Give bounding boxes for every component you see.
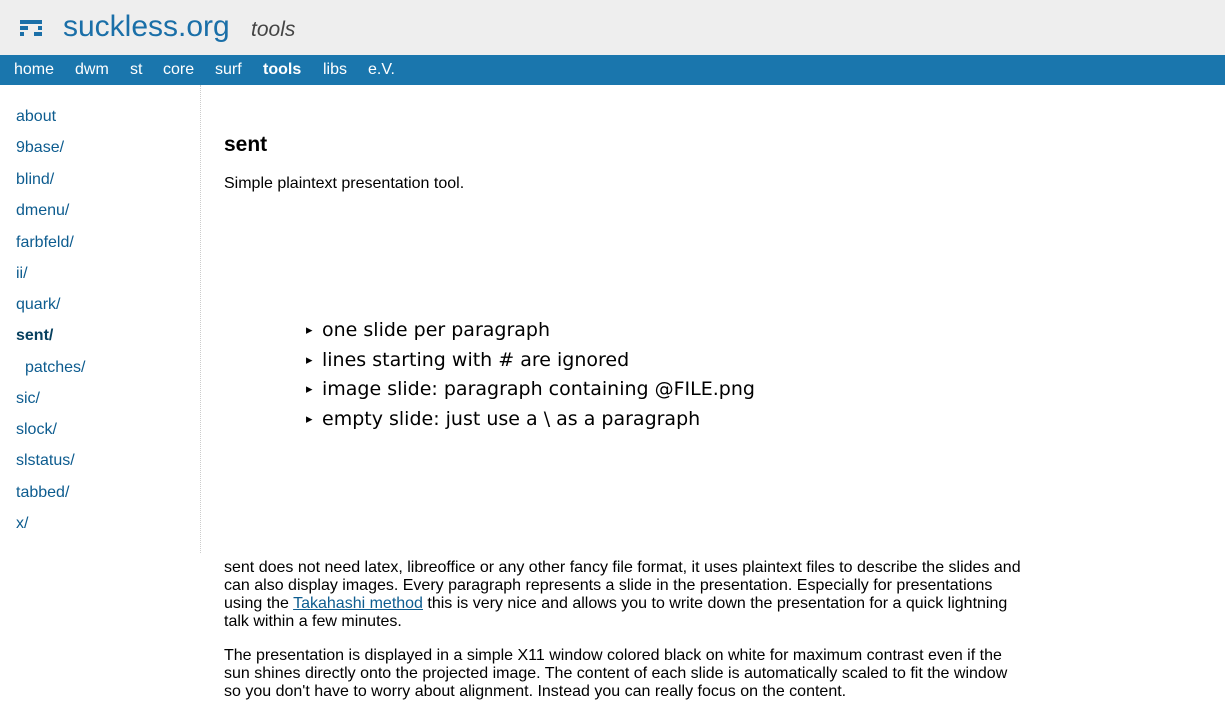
sidebar-item-sent[interactable]: sent/ — [16, 327, 54, 344]
sidebar-item-farbfeld[interactable]: farbfeld/ — [16, 234, 74, 251]
page-tagline: Simple plaintext presentation tool. — [224, 175, 465, 192]
top-menu — [0, 55, 1225, 85]
slide-line — [306, 375, 755, 405]
sidebar — [0, 85, 201, 553]
menu-item-surf[interactable]: surf — [215, 61, 242, 78]
sidebar-item-ii[interactable]: ii/ — [16, 265, 28, 282]
menu-item-ev[interactable]: e.V. — [368, 61, 395, 78]
description-paragraph-1 — [224, 559, 1024, 631]
menu-item-tools[interactable]: tools — [263, 61, 302, 78]
sidebar-item-tabbed[interactable]: tabbed/ — [16, 484, 70, 501]
header — [0, 0, 1225, 55]
slide-line — [306, 316, 755, 346]
triangle-bullet-icon: ▸ — [306, 323, 313, 338]
takahashi-method-link[interactable]: Takahashi method — [293, 595, 423, 612]
sidebar-item-patches[interactable]: patches/ — [25, 359, 86, 376]
sidebar-item-sic[interactable]: sic/ — [16, 390, 40, 407]
sidebar-item-quark[interactable]: quark/ — [16, 296, 61, 313]
menu-item-core[interactable]: core — [163, 61, 195, 78]
slide-line — [306, 405, 755, 435]
slide-line-text: one slide per paragraph — [322, 319, 551, 341]
triangle-bullet-icon: ▸ — [306, 412, 313, 428]
slide-line-text: empty slide: just use a \ as a paragraph — [322, 408, 701, 431]
sidebar-item-blind[interactable]: blind/ — [16, 171, 55, 188]
triangle-bullet-icon: ▸ — [306, 352, 313, 368]
menu-item-home[interactable]: home — [14, 61, 55, 78]
example-slide-image — [306, 316, 755, 435]
sidebar-item-x[interactable]: x/ — [16, 515, 29, 532]
slide-line — [306, 346, 755, 376]
triangle-bullet-icon: ▸ — [306, 382, 313, 398]
sidebar-item-slstatus[interactable]: slstatus/ — [16, 452, 75, 469]
site-name-link[interactable]: suckless.org — [63, 10, 230, 43]
section-name: tools — [251, 18, 296, 41]
description-text: this is very nice and allows you to write down the presentation for a quick lightning talk within a few minutes. — [224, 595, 1008, 630]
suckless-logo-icon[interactable] — [20, 20, 42, 36]
slide-line-text: lines starting with # are ignored — [322, 348, 630, 371]
sidebar-item-about[interactable]: about — [16, 108, 57, 125]
slide-line-text: image slide: paragraph containing @FILE.png — [322, 378, 755, 401]
sidebar-item-9base[interactable]: 9base/ — [16, 139, 65, 156]
menu-item-dwm[interactable]: dwm — [75, 61, 109, 78]
menu-item-st[interactable]: st — [130, 61, 143, 78]
description-text: sent does not need latex, libreoffice or any other fancy file format, it uses plaintext files to describe the slides and can also display images. Every paragraph represents a slide in the presentation. Especially for presentations using the — [224, 559, 1021, 612]
menu-item-libs[interactable]: libs — [323, 61, 348, 78]
description-paragraph-2: The presentation is displayed in a simple X11 window colored black on white for maximum contrast even if the sun shines directly onto the projected image. The content of each slide is automatically scaled to fit the window so you don't have to worry about alignment. Instead you can really focus on the content. — [224, 647, 1008, 700]
sidebar-item-dmenu[interactable]: dmenu/ — [16, 202, 70, 219]
sidebar-item-slock[interactable]: slock/ — [16, 421, 57, 438]
page-title: sent — [224, 133, 268, 156]
